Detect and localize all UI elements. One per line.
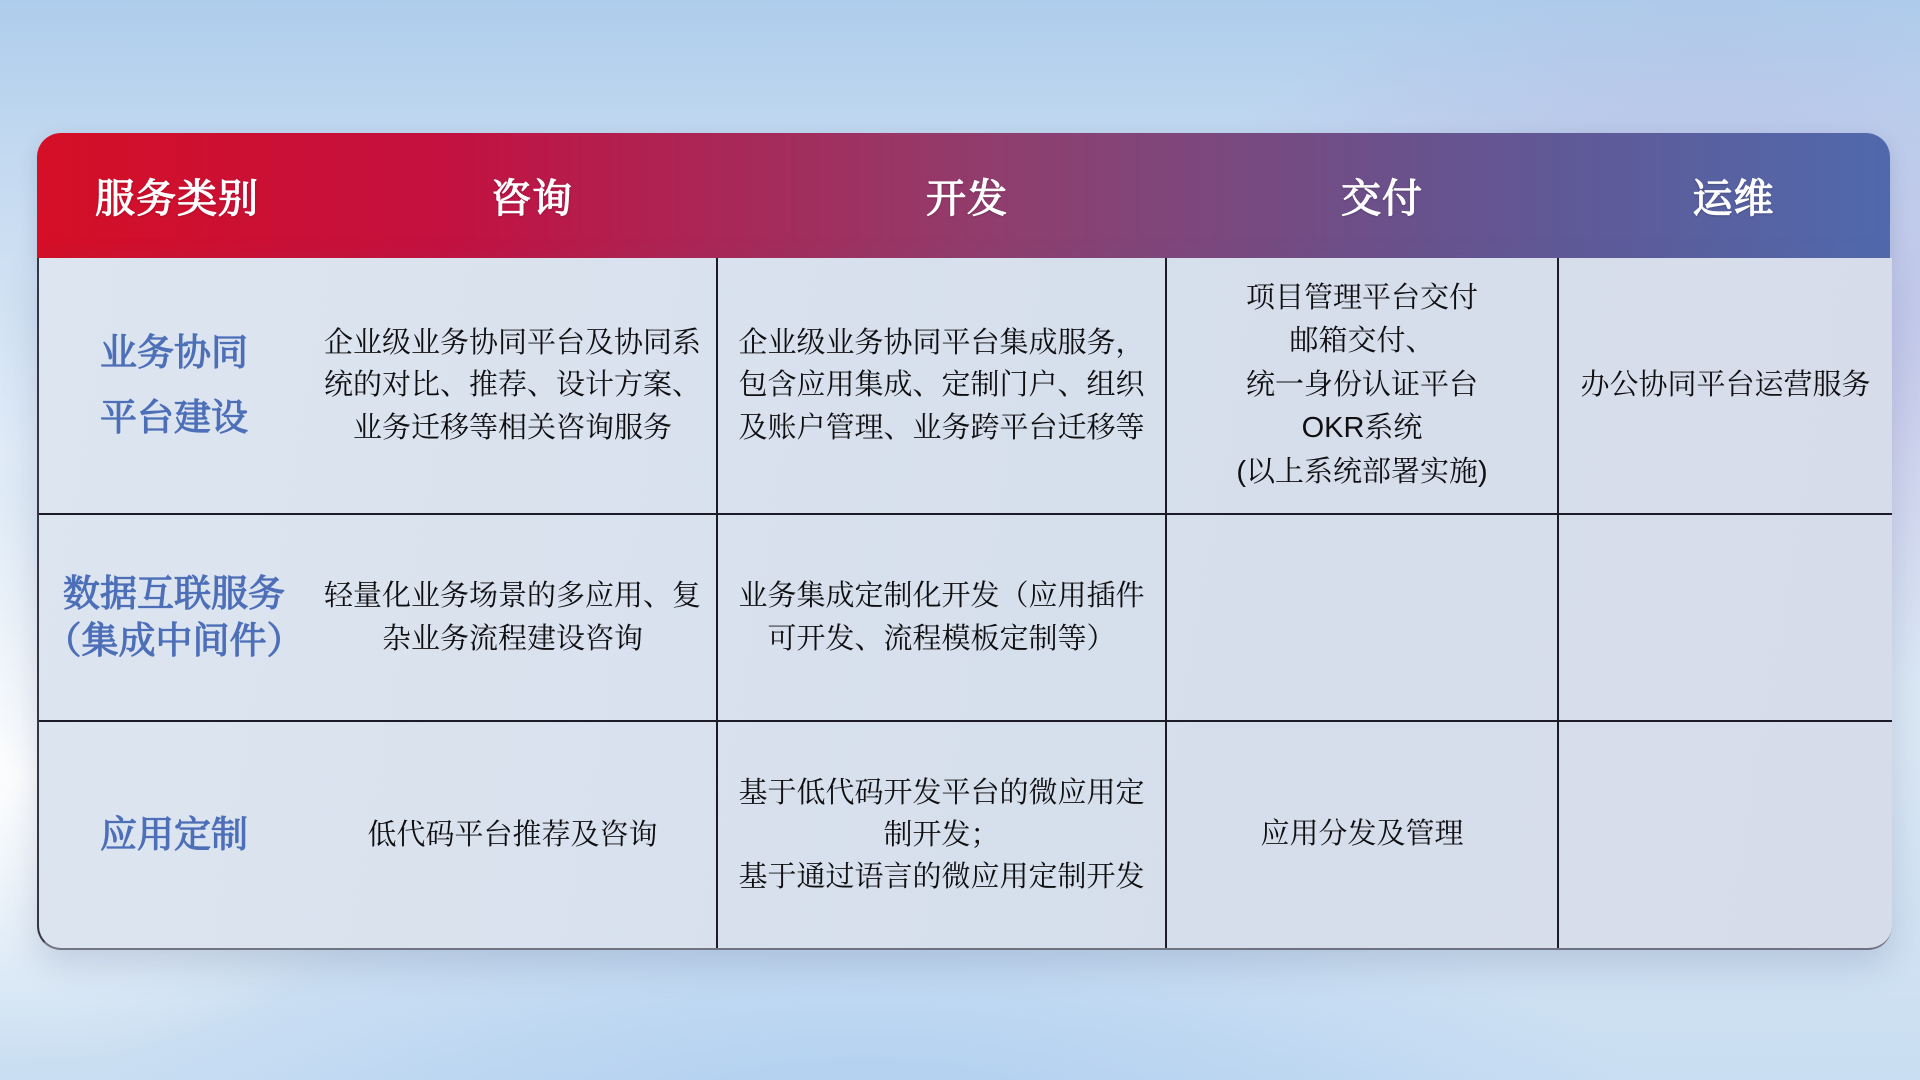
row2-consulting-cell: 轻量化业务场景的多应用、复杂业务流程建设咨询 (309, 515, 716, 722)
row2-operations-cell (1557, 515, 1892, 722)
header-delivery: 交付 (1341, 177, 1423, 221)
row2-category-label: 数据互联服务 （集成中间件） (39, 515, 309, 722)
header-operations: 运维 (1692, 177, 1775, 221)
row1-category-label: 业务协同 平台建设 (39, 258, 309, 515)
row3-category-label: 应用定制 (100, 813, 248, 855)
table-header-bar (37, 133, 1890, 258)
row1-consulting-cell: 企业级业务协同平台及协同系统的对比、推荐、设计方案、业务迁移等相关咨询服务 (309, 258, 716, 515)
service-table-body (37, 258, 1892, 950)
row2-development-cell: 业务集成定制化开发（应用插件可开发、流程模板定制等） (716, 515, 1165, 722)
header-development: 开发 (926, 177, 1008, 221)
row1-operations-cell: 办公协同平台运营服务 (1557, 258, 1892, 515)
row3-operations-cell (1557, 722, 1892, 948)
row1-delivery-cell: 项目管理平台交付 邮箱交付、 统一身份认证平台 OKR系统 (以上系统部署实施) (1165, 258, 1557, 515)
row3-development-cell: 基于低代码开发平台的微应用定制开发； 基于通过语言的微应用定制开发 (716, 722, 1165, 948)
header-service-category: 服务类别 (95, 177, 259, 221)
header-consulting: 咨询 (491, 177, 573, 221)
row1-development-cell: 企业级业务协同平台集成服务，包含应用集成、定制门户、组织及账户管理、业务跨平台迁移等 (716, 258, 1165, 515)
row3-delivery-cell: 应用分发及管理 (1165, 722, 1557, 948)
row2-delivery-cell (1165, 515, 1557, 722)
row3-consulting-cell: 低代码平台推荐及咨询 (367, 818, 658, 851)
